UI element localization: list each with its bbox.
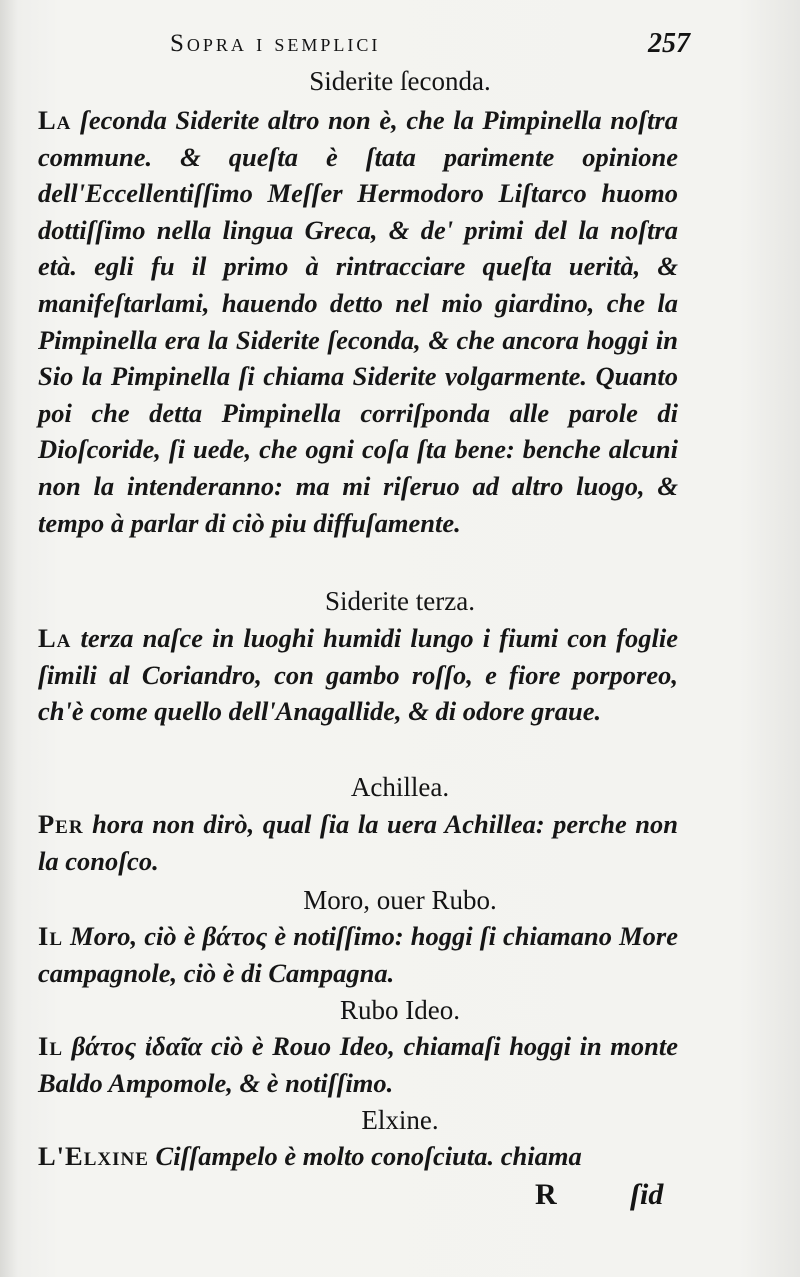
section-heading: Siderite ſeconda. <box>309 66 491 96</box>
paragraph-lead: Il <box>38 1031 63 1061</box>
section-heading: Moro, ouer Rubo. <box>303 885 497 915</box>
section-paragraph <box>38 1138 678 1175</box>
paragraph-lead: Per <box>38 809 84 839</box>
section-heading: Achillea. <box>350 772 450 802</box>
section-paragraph <box>38 1028 678 1101</box>
catchword: ſid <box>630 1178 664 1211</box>
paragraph-text: terza naſce in luoghi humidi lungo i fiumi con foglie ſimili al Coriandro, con gambo roſſo, e fiore porporeo, ch'è come quello dell'Anagallide, & di odore graue. <box>38 623 678 727</box>
section-heading: Siderite terza. <box>325 586 475 616</box>
page-number: 257 <box>648 28 690 59</box>
paragraph-text: Moro, ciò è βάτος è notiſſimo: hoggi ſi chiamano More campagnole, ciò è di Campagna. <box>38 921 679 988</box>
paragraph-lead: L'Elxine <box>38 1141 149 1171</box>
paragraph-lead: La <box>38 105 72 135</box>
paragraph-lead: Il <box>38 921 63 951</box>
paragraph-lead: La <box>38 623 72 653</box>
running-head <box>170 30 690 66</box>
paragraph-text: βάτος ἰδαῖα ciò è Rouo Ideo, chiamaſi hoggi in monte Baldo Ampomole, & è notiſſimo. <box>38 1031 678 1098</box>
paragraph-text: ſeconda Siderite altro non è, che la Pimpinella noſtra commune. & queſta è ſtata parimente opinione dell'Eccellentiſſimo Meſſer Hermodoro Liſtarco huomo dottiſſimo nella lingua Greca, & de' primi del la noſtra età. egli fu il primo à rintracciare queſta uerità, & manifeſtarlami, hauendo detto nel mio giardino, che la Pimpinella era la Siderite ſeconda, & che ancora hoggi in Sio la Pimpinella ſi chiama Siderite volgarmente. Quanto poi che detta Pimpinella corriſponda alle parole di Dioſcoride, ſi uede, che ogni coſa ſta bene: benche alcuni non la intenderanno: ma mi riſeruo ad altro luogo, & tempo à parlar di ciò piu diffuſamente. <box>38 105 678 538</box>
paragraph-text: Ciſſampelo è molto conoſciuta. chiama <box>155 1141 582 1171</box>
section-heading: Elxine. <box>361 1105 439 1135</box>
paragraph-text: hora non dirò, qual ſia la uera Achillea: perche non la conoſco. <box>38 809 678 876</box>
signature-mark: R <box>535 1178 557 1211</box>
section-paragraph <box>38 102 678 541</box>
running-head-title: Sopra i semplici <box>170 30 381 57</box>
section-paragraph <box>38 620 678 730</box>
section-heading: Rubo Ideo. <box>340 995 460 1025</box>
section-paragraph <box>38 806 678 879</box>
section-paragraph <box>38 918 678 991</box>
